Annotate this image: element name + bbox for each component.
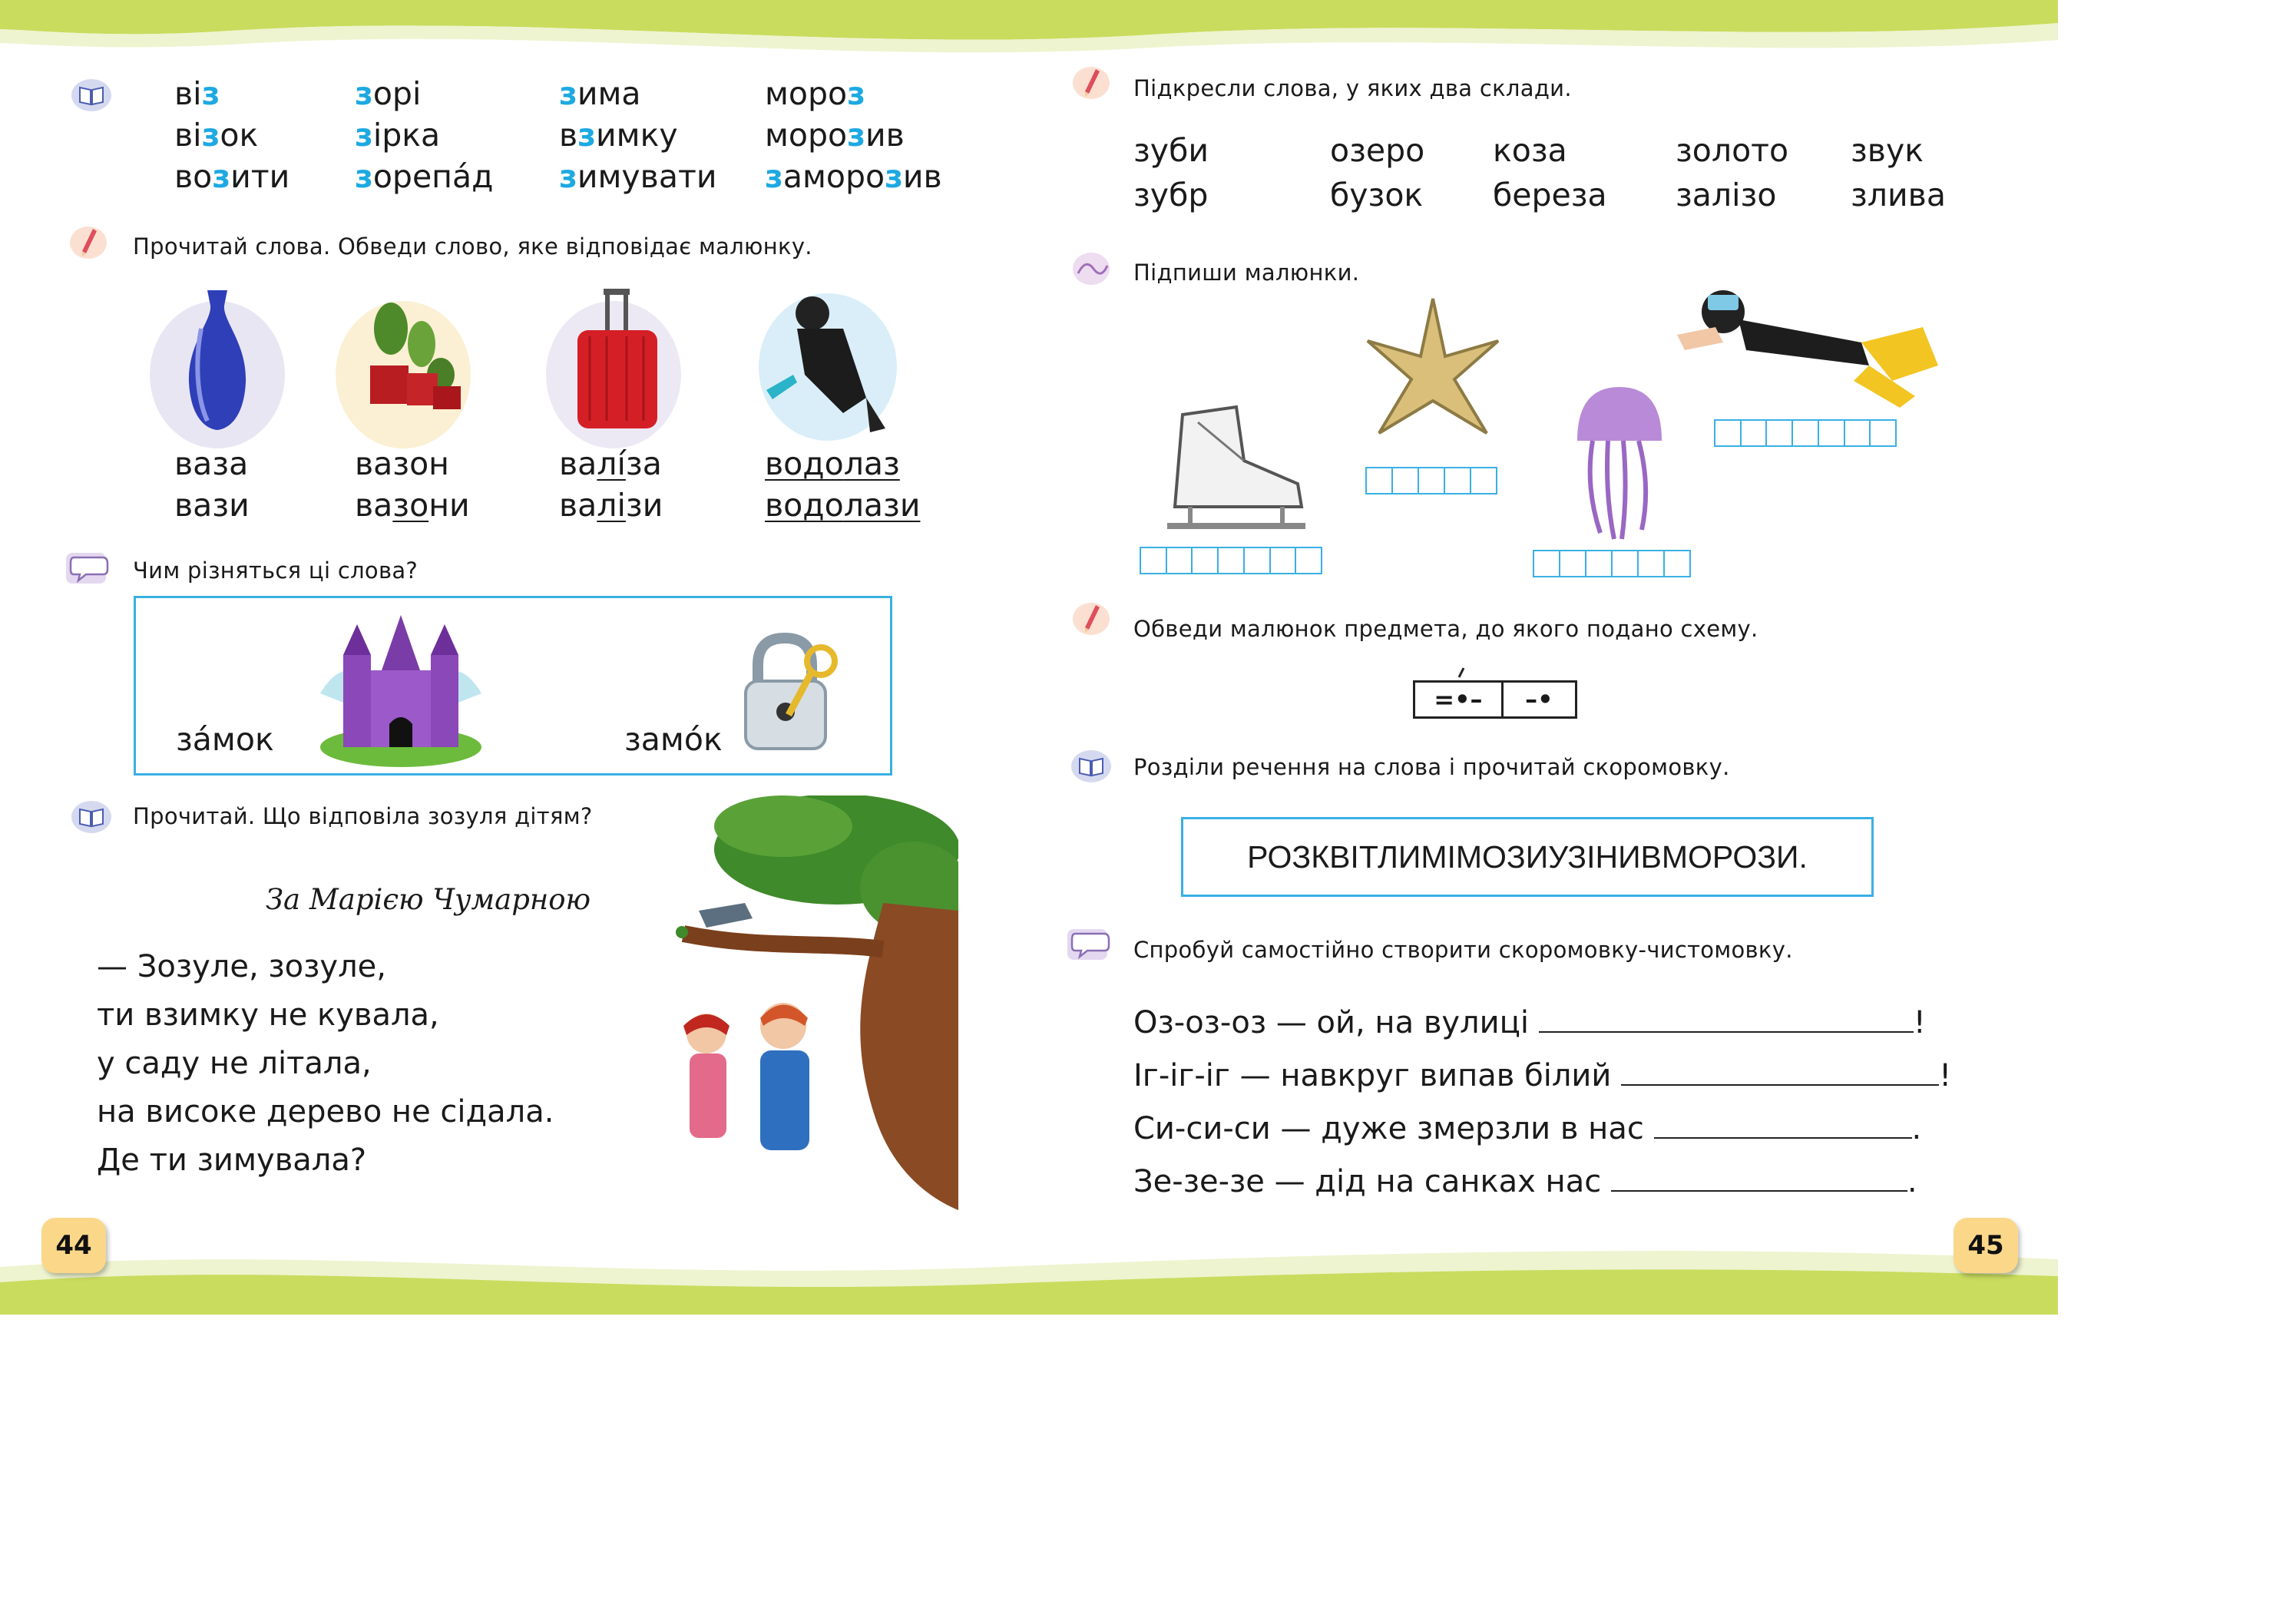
picture-word: вази [174, 487, 250, 524]
poem-line: ти взимку не кувала, [97, 997, 439, 1033]
fill-line-row: Іг-іг-іг — навкруг випав білий ! [1133, 1058, 1952, 1093]
task-scheme: Обведи малюнок предмета, до якого подано схему. [1133, 616, 1758, 642]
poem [97, 943, 554, 1185]
star-icon [1364, 295, 1502, 456]
page-number-right: 45 [1954, 1218, 2018, 1273]
speech-bubble-icon [1067, 926, 1115, 961]
flowerpot-icon [333, 283, 473, 450]
answer-cells[interactable] [1365, 467, 1497, 494]
author-credit: За Марією Чумарною [266, 883, 591, 916]
blank-line[interactable] [1621, 1057, 1939, 1086]
fill-line-row: Оз-оз-оз — ой, на вулиці ! [1133, 1005, 1926, 1040]
book-icon [71, 77, 112, 112]
speech-bubble-icon [66, 550, 114, 585]
answer-cells[interactable] [1140, 547, 1322, 574]
picture-word: водолаз [765, 445, 900, 482]
scheme-syllable: –• [1525, 685, 1553, 714]
syllable-word: залізо [1676, 177, 1777, 213]
grid-word: зимувати [559, 158, 717, 195]
syllable-word: зубр [1133, 177, 1209, 213]
pen-sign-icon [1070, 250, 1112, 286]
syllable-word: бузок [1330, 177, 1424, 213]
grid-word: мороз [765, 75, 865, 112]
syllable-word: коза [1493, 132, 1567, 169]
grid-word: зорі [355, 75, 422, 112]
pencil-icon [68, 224, 109, 260]
pencil-icon [1070, 64, 1112, 100]
syllable-word: зуби [1133, 132, 1209, 169]
poem-line: — Зозуле, зозуле, [97, 949, 386, 984]
bottom-wave-band [0, 1213, 2058, 1315]
picture-word: вазони [355, 487, 470, 524]
diver-icon [751, 283, 905, 450]
vase-icon [147, 283, 287, 450]
answer-cells[interactable] [1714, 419, 1897, 447]
grid-word: візок [174, 117, 259, 154]
castle-word: за́мок [176, 721, 274, 758]
suitcase-icon [544, 283, 683, 450]
diver-icon [1669, 273, 1954, 412]
homonym-box [134, 596, 892, 776]
poem-line: Де ти зимувала? [97, 1143, 367, 1178]
fill-line-row: Зе-зе-зе — дід на санках нас . [1133, 1164, 1917, 1199]
syllable-word: озеро [1330, 132, 1425, 169]
syllable-word: звук [1851, 132, 1924, 169]
syllable-word: золото [1676, 132, 1789, 169]
syllable-word: злива [1851, 177, 1946, 213]
grid-word: морозив [765, 117, 905, 154]
task-label: Підпиши малюнки. [1133, 260, 1360, 286]
grid-word: зима [559, 75, 641, 112]
blank-line[interactable] [1654, 1110, 1912, 1139]
grid-word: зорепа́д [355, 158, 494, 195]
padlock-icon [735, 630, 845, 753]
picture-word: вазон [355, 445, 449, 482]
fill-line-row: Си-си-си — дуже змерзли в нас . [1133, 1111, 1922, 1146]
lock-word: замо́к [624, 721, 723, 758]
book-icon [1070, 748, 1112, 783]
scheme-syllable: =•– [1415, 683, 1504, 716]
picture-word: водолази [765, 487, 921, 524]
top-wave-band [0, 0, 2058, 61]
book-icon [71, 799, 112, 834]
grid-word: зірка [355, 117, 441, 154]
grid-word: взимку [559, 117, 678, 154]
poem-line: на високе дерево не сідала. [97, 1094, 554, 1130]
blank-line[interactable] [1539, 1004, 1914, 1033]
grid-word: віз [174, 75, 220, 112]
grid-word: заморозив [765, 158, 942, 195]
answer-cells[interactable] [1533, 550, 1691, 577]
fill-in-lines [1133, 997, 1951, 1209]
picture-word: ваза [174, 445, 249, 482]
task-split: Розділи речення на слова і прочитай скоромовку. [1133, 754, 1730, 780]
page-number-left: 44 [41, 1218, 106, 1273]
castle-icon [313, 609, 489, 769]
picture-word: валі́за [559, 445, 662, 482]
stress-mark-icon [1456, 666, 1467, 679]
pencil-icon [1070, 600, 1112, 636]
blank-line[interactable] [1611, 1163, 1907, 1192]
tree-children-illustration [591, 795, 958, 1218]
grid-word: возити [174, 158, 290, 195]
task-read-circle: Прочитай слова. Обведи слово, яке відповідає малюнку. [133, 233, 812, 260]
tongue-twister-box: РОЗКВІТЛИМІМОЗИУЗІНИВМОРОЗИ. [1181, 817, 1874, 897]
syllable-scheme [1413, 680, 1577, 719]
task-cuckoo: Прочитай. Що відповіла зозуля дітям? [133, 803, 593, 829]
task-underline: Підкресли слова, у яких два склади. [1133, 75, 1572, 101]
poem-line: у саду не літала, [97, 1046, 372, 1081]
skate-icon [1152, 399, 1313, 537]
task-difference: Чим різняться ці слова? [133, 557, 419, 584]
jellyfish-icon [1562, 379, 1677, 542]
picture-word: валізи [559, 487, 663, 524]
task-create: Спробуй самостійно створити скоромовку-чистомовку. [1133, 937, 1793, 963]
syllable-word: береза [1493, 177, 1607, 213]
